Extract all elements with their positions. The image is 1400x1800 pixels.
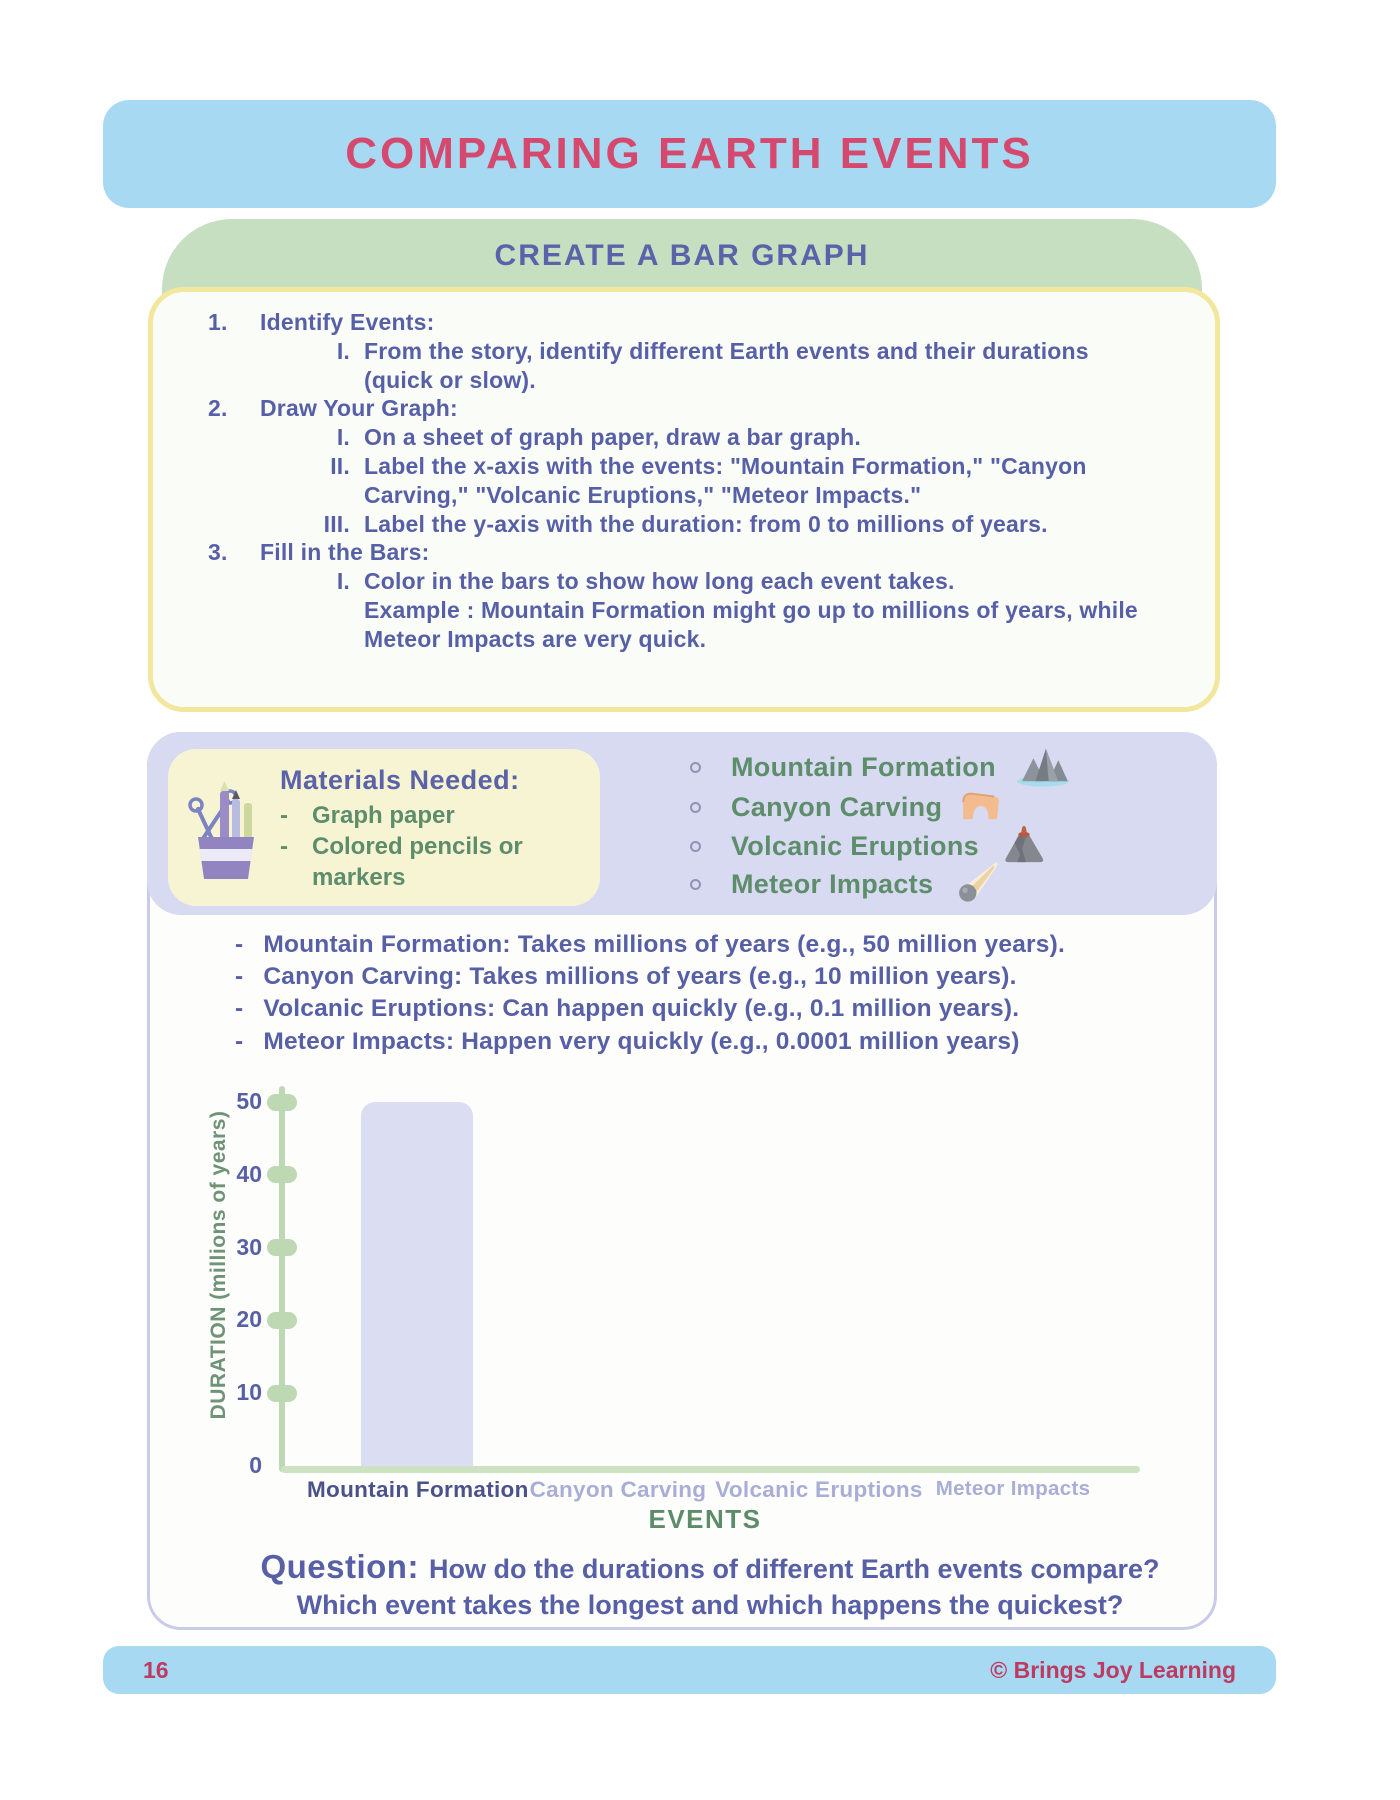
y-tick-label: 10 (236, 1379, 262, 1406)
substep-text: On a sheet of graph paper, draw a bar graph. (364, 424, 862, 451)
y-axis-line (279, 1086, 285, 1472)
y-tick-label: 40 (236, 1160, 262, 1187)
y-axis-tick (267, 1312, 297, 1329)
section-title: CREATE A BAR GRAPH (494, 239, 870, 272)
y-axis-tick (267, 1385, 297, 1402)
question-block (235, 1549, 1185, 1623)
duration-item: - Canyon Carving: Takes millions of years (e.g., 10 million years). (235, 961, 1195, 993)
instruction-number: 1. (208, 309, 228, 335)
y-axis-tick (267, 1239, 297, 1256)
substep-text: Label the y-axis with the duration: from 0 to millions of years. (364, 510, 1048, 537)
bar-mountain-formation (361, 1102, 473, 1466)
materials-title: Materials Needed: (280, 765, 520, 795)
page-number: 16 (143, 1656, 169, 1683)
y-tick-label: 0 (249, 1452, 262, 1478)
event-label: Volcanic Eruptions (731, 830, 979, 861)
substep-text-main: Color in the bars to show how long each event takes. (364, 568, 955, 595)
duration-item: - Volcanic Eruptions: Can happen quickly (e.g., 0.1 million years). (235, 993, 1195, 1025)
duration-item: - Mountain Formation: Takes millions of years (e.g., 50 million years). (235, 929, 1195, 961)
duration-item: - Meteor Impacts: Happen very quickly (e.g., 0.0001 million years) (235, 1026, 1195, 1058)
copyright-text: © Brings Joy Learning (990, 1656, 1236, 1683)
substep-text: From the story, identify different Earth events and their durations (quick or slow). (364, 337, 1089, 393)
x-category-label: Meteor Impacts (935, 1477, 1091, 1500)
material-item: - Graph paper (280, 800, 530, 831)
x-category-label: Mountain Formation (307, 1477, 529, 1502)
x-category-label: Volcanic Eruptions (715, 1477, 923, 1502)
page-footer (103, 1646, 1276, 1694)
instruction-text: Identify Events: (260, 309, 435, 335)
question-text: How do the durations of different Earth events compare? Which event takes the longest and which happens the quickest? (296, 1554, 1160, 1620)
instruction-number: 3. (208, 539, 228, 566)
page-title: COMPARING EARTH EVENTS (345, 129, 1034, 178)
event-label: Mountain Formation (731, 751, 996, 782)
y-axis-tick (267, 1166, 297, 1183)
y-axis-title: DURATION (millions of years) (207, 1110, 230, 1420)
instruction-text: Draw Your Graph: (260, 395, 458, 422)
substep-example: Example : Mountain Formation might go up to millions of years, while Meteor Impacts are very quick. (364, 596, 1138, 652)
substep-number: I. (336, 568, 350, 595)
y-tick-label: 20 (236, 1306, 262, 1333)
y-axis-tick (267, 1094, 297, 1111)
event-label: Canyon Carving (731, 791, 943, 822)
material-item: - Colored pencils or markers (280, 831, 530, 893)
instruction-text: Fill in the Bars: (260, 539, 430, 566)
substep-text: Label the x-axis with the events: "Mountain Formation," "Canyon Carving," "Volcanic Eruptions," "Meteor Impacts." (364, 452, 1087, 508)
substep-number: I. (336, 424, 350, 451)
substep-number: II. (330, 452, 350, 479)
x-category-label: Canyon Carving (529, 1477, 707, 1502)
substep-number: III. (323, 510, 350, 537)
instruction-number: 2. (208, 395, 228, 422)
question-label: Question: (260, 1548, 419, 1585)
substep-number: I. (336, 337, 350, 364)
x-axis-line (281, 1466, 1140, 1473)
event-label: Meteor Impacts (731, 868, 934, 899)
y-tick-label: 50 (236, 1088, 262, 1114)
x-axis-title: EVENTS (648, 1504, 762, 1534)
y-tick-label: 30 (236, 1233, 262, 1260)
